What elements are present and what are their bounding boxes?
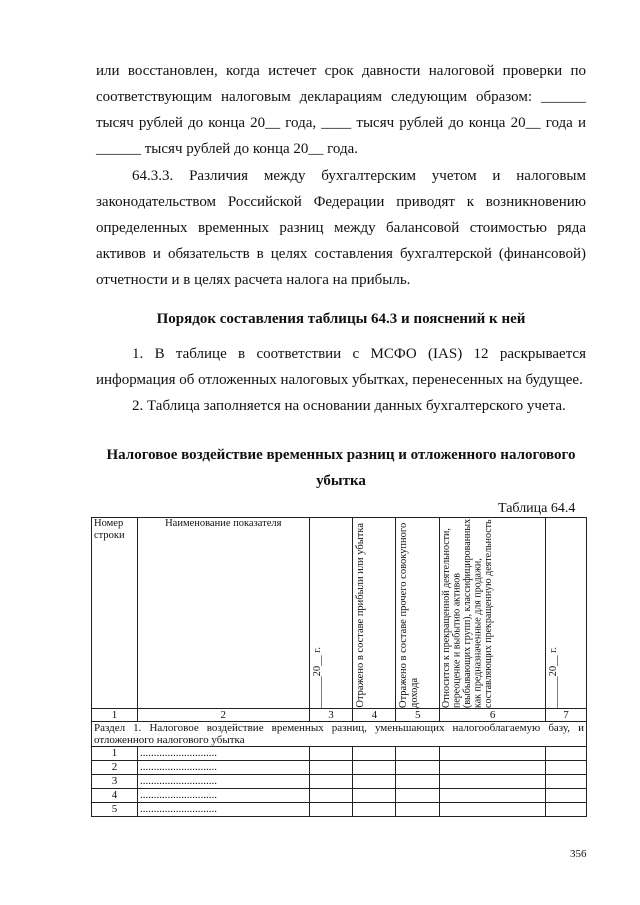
data-table	[91, 517, 587, 817]
page-number: 356	[570, 848, 587, 860]
row-name: ............................	[137, 803, 309, 817]
table-row	[92, 775, 587, 789]
cell	[309, 789, 353, 803]
row-number: 5	[92, 803, 138, 817]
header-indicator-name: Наименование показателя	[137, 518, 309, 709]
header-row-number: Номер строки	[92, 518, 138, 709]
row-name: ............................	[137, 747, 309, 761]
item-1-line: 1. В таблице в соответствии с МСФО (IAS) 12 раскрывается	[132, 346, 586, 362]
cell	[440, 747, 546, 761]
column-number: 7	[546, 709, 587, 722]
body-line: соответствующим налоговым декларациям следующим образом: ______	[96, 89, 586, 105]
column-number: 2	[137, 709, 309, 722]
body-line: или восстановлен, когда истечет срок давности налоговой проверки по	[96, 63, 586, 79]
cell	[396, 789, 440, 803]
cell	[309, 747, 353, 761]
header-other-income: Отражено в составе прочего совокупного дохода	[396, 518, 440, 709]
table-title-line2: убытка	[316, 473, 366, 489]
row-number: 4	[92, 789, 138, 803]
column-number: 3	[309, 709, 353, 722]
table-row	[92, 761, 587, 775]
cell	[440, 761, 546, 775]
section-paragraph-line: активов и обязательств в целях составления бухгалтерской (финансовой)	[96, 246, 586, 262]
cell	[440, 803, 546, 817]
column-number-row	[92, 709, 587, 722]
section-heading: Порядок составления таблицы 64.3 и пояснений к ней	[156, 311, 526, 327]
item-2: 2. Таблица заполняется на основании данных бухгалтерского учета.	[132, 398, 566, 414]
column-number: 4	[353, 709, 396, 722]
table-row	[92, 803, 587, 817]
section-paragraph-line: 64.3.3. Различия между бухгалтерским учетом и налоговым	[132, 168, 586, 184]
table-caption: Таблица 64.4	[498, 501, 576, 516]
cell	[353, 761, 396, 775]
section-label: Раздел 1. Налоговое воздействие временных разниц, уменьшающих налогооблагаемую базу, и отложенного налогового убытка	[92, 722, 587, 747]
item-1-line: информация об отложенных налоговых убытках, перенесенных на будущее.	[96, 372, 583, 388]
cell	[546, 775, 587, 789]
cell	[353, 747, 396, 761]
cell	[440, 775, 546, 789]
row-name: ............................	[137, 789, 309, 803]
section-paragraph-line: отчетности и в целях расчета налога на прибыль.	[96, 272, 411, 288]
cell	[440, 789, 546, 803]
row-number: 2	[92, 761, 138, 775]
row-number: 3	[92, 775, 138, 789]
cell	[309, 803, 353, 817]
table-title-line1: Налоговое воздействие временных разниц и отложенного налогового	[106, 447, 576, 463]
section-row	[92, 722, 587, 747]
header-profit-loss: Отражено в составе прибыли или убытка	[353, 518, 396, 709]
header-period-end: ______20__ г.	[546, 518, 587, 709]
row-name: ............................	[137, 775, 309, 789]
row-name: ............................	[137, 761, 309, 775]
cell	[353, 789, 396, 803]
table-row	[92, 789, 587, 803]
cell	[309, 761, 353, 775]
column-number: 1	[92, 709, 138, 722]
cell	[353, 803, 396, 817]
body-line: тысяч рублей до конца 20__ года, ____ тысяч рублей до конца 20__ года и	[96, 115, 586, 131]
body-line: ______ тысяч рублей до конца 20__ года.	[96, 141, 359, 157]
header-period-start: ______20__ г.	[309, 518, 353, 709]
cell	[353, 775, 396, 789]
column-number: 6	[440, 709, 546, 722]
section-paragraph-line: определенных временных разниц между балансовой стоимостью ряда	[96, 220, 586, 236]
cell	[396, 775, 440, 789]
cell	[396, 803, 440, 817]
table-row	[92, 747, 587, 761]
cell	[309, 775, 353, 789]
cell	[396, 747, 440, 761]
column-number: 5	[396, 709, 440, 722]
cell	[546, 761, 587, 775]
header-discontinued: Относится к прекращенной деятельности, переоценке и выбытию активов (выбывающих групп), классифицированных как предназначенные для продажи, составляющих прекращенную деятельность	[440, 518, 546, 709]
table-header-row	[92, 518, 587, 709]
section-paragraph-line: законодательством Российской Федерации приводят к возникновению	[96, 194, 586, 210]
cell	[546, 803, 587, 817]
cell	[546, 789, 587, 803]
row-number: 1	[92, 747, 138, 761]
cell	[396, 761, 440, 775]
cell	[546, 747, 587, 761]
